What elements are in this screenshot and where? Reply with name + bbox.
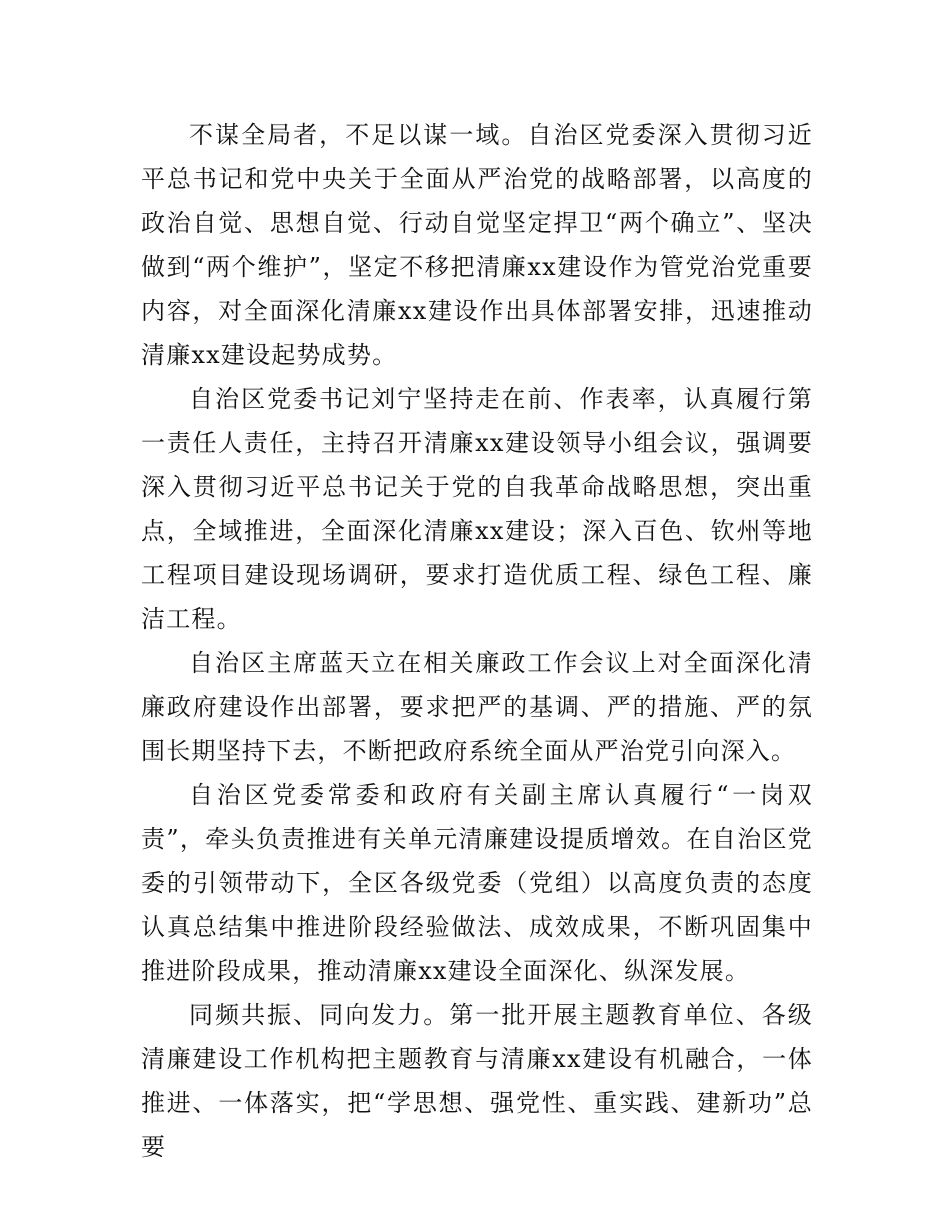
paragraph-5: 同频共振、同向发力。第一批开展主题教育单位、各级清廉建设工作机构把主题教育与清廉xx建设有机融合，一体推进、一体落实，把“学思想、强党性、重实践、建新功”总要 <box>141 1001 813 1161</box>
paragraph-4: 自治区党委常委和政府有关副主席认真履行“一岗双责”，牵头负责推进有关单元清廉建设提质增效。在自治区党委的引领带动下，全区各级党委（党组）以高度负责的态度认真总结集中推进阶段经验做法、成效成果，不断巩固集中推进阶段成果，推动清廉xx建设全面深化、纵深发展。 <box>141 781 813 985</box>
document-body <box>141 113 813 1169</box>
paragraph-2: 自治区党委书记刘宁坚持走在前、作表率，认真履行第一责任人责任，主持召开清廉xx建设领导小组会议，强调要深入贯彻习近平总书记关于党的自我革命战略思想，突出重点，全域推进，全面深化清廉xx建设；深入百色、钦州等地工程项目建设现场调研，要求打造优质工程、绿色工程、廉洁工程。 <box>141 385 813 633</box>
paragraph-1: 不谋全局者，不足以谋一域。自治区党委深入贯彻习近平总书记和党中央关于全面从严治党的战略部署，以高度的政治自觉、思想自觉、行动自觉坚定捍卫“两个确立”、坚决做到“两个维护”，坚定不移把清廉xx建设作为管党治党重要内容，对全面深化清廉xx建设作出具体部署安排，迅速推动清廉xx建设起势成势。 <box>141 121 813 369</box>
paragraph-3: 自治区主席蓝天立在相关廉政工作会议上对全面深化清廉政府建设作出部署，要求把严的基调、严的措施、严的氛围长期坚持下去，不断把政府系统全面从严治党引向深入。 <box>141 649 813 765</box>
